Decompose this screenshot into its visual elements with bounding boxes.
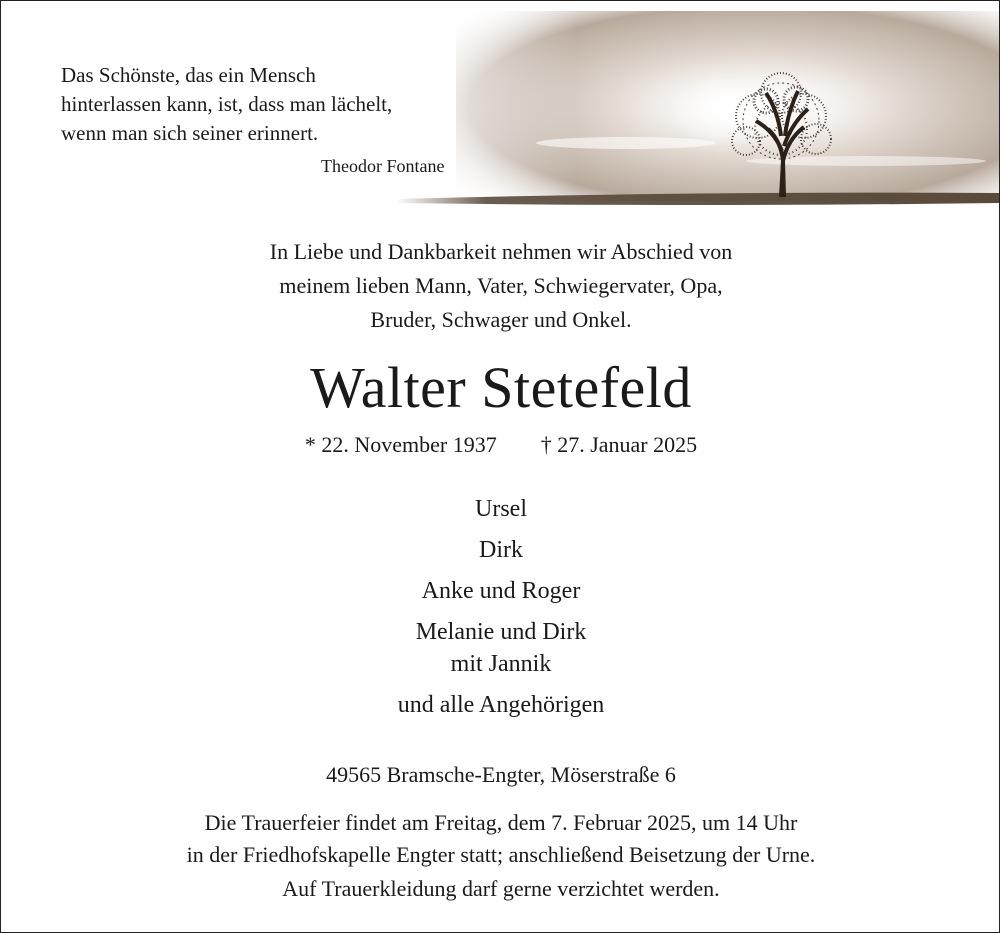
dress-note: Auf Trauerkleidung darf gerne verzichtet werden.	[282, 876, 720, 901]
intro-line: meinem lieben Mann, Vater, Schwiegervater, Opa,	[279, 273, 723, 298]
quote-line: Das Schönste, das ein Mensch	[61, 63, 316, 87]
family-entry: Dirk	[479, 537, 523, 563]
ceremony-info	[1, 807, 1000, 871]
intro-text	[1, 235, 1000, 337]
family-entry: Anke und Roger	[421, 578, 581, 604]
intro-line: In Liebe und Dankbarkeit nehmen wir Abschied von	[269, 239, 733, 264]
life-dates	[1, 429, 1000, 461]
quote-line: hinterlassen kann, ist, dass man lächelt,	[61, 92, 393, 116]
ceremony-line: Die Trauerfeier findet am Freitag, dem 7. Februar 2025, um 14 Uhr	[204, 810, 798, 835]
quote-line: wenn man sich seiner erinnert.	[61, 121, 319, 145]
address: 49565 Bramsche-Engter, Möserstraße 6	[326, 762, 676, 787]
family-entry: Melanie und Dirk	[415, 619, 587, 645]
birth-date: * 22. November 1937	[304, 432, 497, 457]
quote-author: Theodor Fontane	[321, 156, 445, 176]
family-entry: mit Jannik	[450, 651, 552, 677]
family-entry: und alle Angehörigen	[397, 692, 605, 718]
family-entry: Ursel	[475, 496, 527, 522]
intro-line: Bruder, Schwager und Onkel.	[370, 307, 632, 332]
deceased-name: Walter Stetefeld	[310, 355, 692, 420]
quote	[61, 61, 501, 148]
ceremony-line: in der Friedhofskapelle Engter statt; anschließend Beisetzung der Urne.	[186, 842, 816, 867]
death-date: † 27. Januar 2025	[540, 432, 698, 457]
family-list	[1, 493, 1000, 721]
